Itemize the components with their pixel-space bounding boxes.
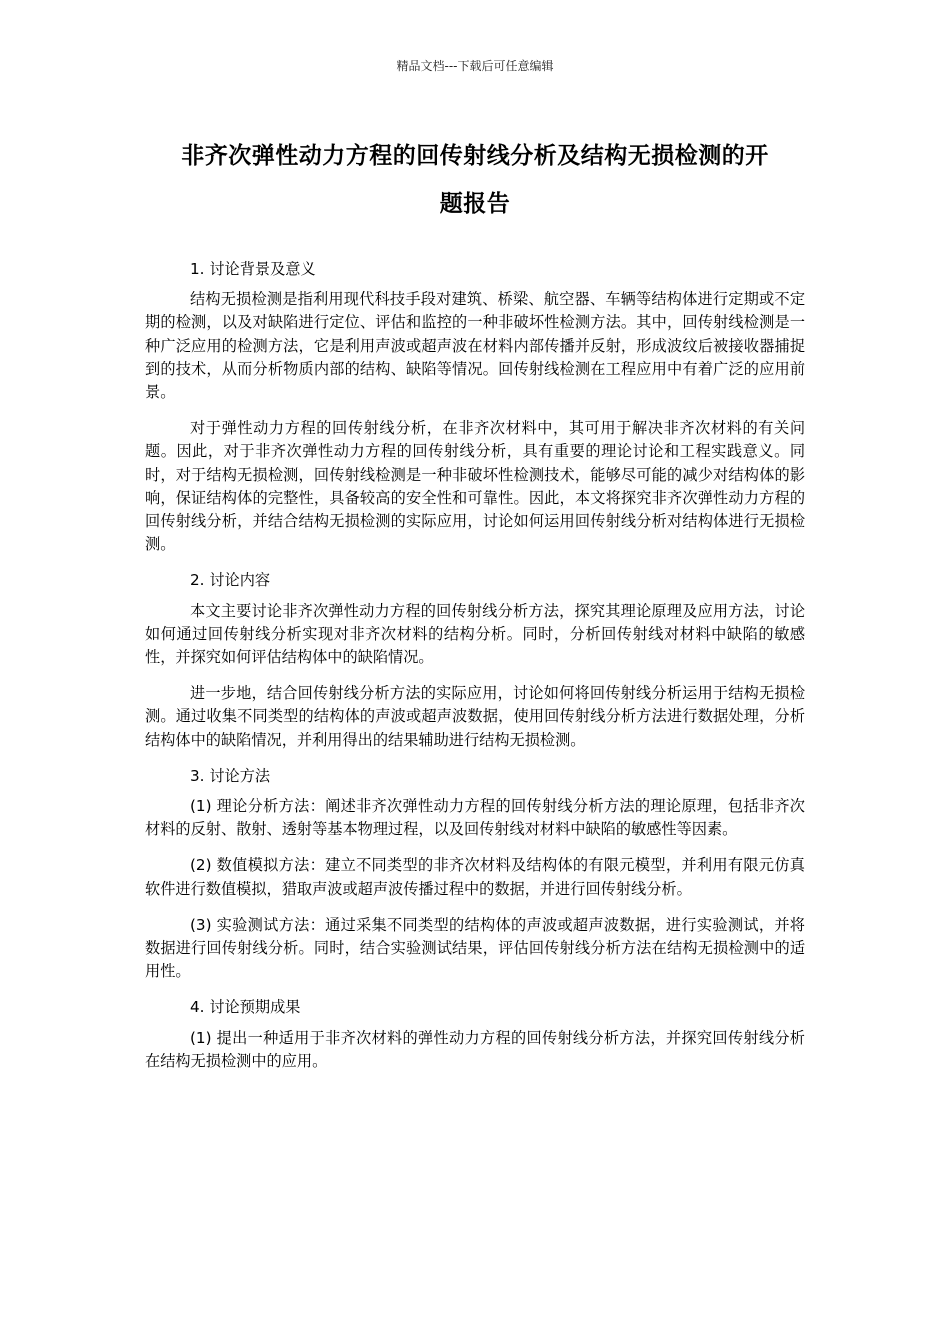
paragraph: 进一步地，结合回传射线分析方法的实际应用，讨论如何将回传射线分析运用于结构无损检测。通过收集不同类型的结构体的声波或超声波数据，使用回传射线分析方法进行数据处理，分析结构体中的缺陷情况，并利用得出的结果辅助进行结构无损检测。 (145, 684, 805, 749)
document-body (145, 256, 805, 1086)
paragraph: 对于弹性动力方程的回传射线分析，在非齐次材料中，其可用于解决非齐次材料的有关问题。因此，对于非齐次弹性动力方程的回传射线分析，具有重要的理论讨论和工程实践意义。同时，对于结构无损检测，回传射线检测是一种非破坏性检测技术，能够尽可能的减少对结构体的影响，保证结构体的完整性，具备较高的安全性和可靠性。因此，本文将探究非齐次弹性动力方程的回传射线分析，并结合结构无损检测的实际应用，讨论如何运用回传射线分析对结构体进行无损检测。 (145, 419, 805, 554)
paragraph: 本文主要讨论非齐次弹性动力方程的回传射线分析方法，探究其理论原理及应用方法，讨论如何通过回传射线分析实现对非齐次材料的结构分析。同时，分析回传射线对材料中缺陷的敏感性，并探究如何评估结构体中的缺陷情况。 (145, 601, 805, 667)
document-title (145, 132, 805, 228)
section-heading-2: 2. 讨论内容 (190, 571, 271, 590)
section-heading-1: 1. 讨论背景及意义 (190, 260, 316, 278)
title-line-1: 非齐次弹性动力方程的回传射线分析及结构无损检测的开 (181, 143, 769, 169)
paragraph: (1) 提出一种适用于非齐次材料的弹性动力方程的回传射线分析方法，并探究回传射线分析在结构无损检测中的应用。 (145, 1028, 805, 1070)
paragraph: (1) 理论分析方法：阐述非齐次弹性动力方程的回传射线分析方法的理论原理，包括非齐次材料的反射、散射、透射等基本物理过程，以及回传射线对材料中缺陷的敏感性等因素。 (145, 797, 805, 839)
title-line-2: 题报告 (439, 191, 511, 217)
page-header: 精品文档---下载后可任意编辑 (396, 59, 554, 73)
section-heading-3: 3. 讨论方法 (190, 766, 271, 785)
section-heading-4: 4. 讨论预期成果 (190, 998, 301, 1017)
paragraph: (3) 实验测试方法：通过采集不同类型的结构体的声波或超声波数据，进行实验测试，并将数据进行回传射线分析。同时，结合实验测试结果，评估回传射线分析方法在结构无损检测中的适用性。 (145, 915, 805, 981)
paragraph: (2) 数值模拟方法：建立不同类型的非齐次材料及结构体的有限元模型，并利用有限元仿真软件进行数值模拟，猎取声波或超声波传播过程中的数据，并进行回传射线分析。 (145, 856, 805, 898)
paragraph: 结构无损检测是指利用现代科技手段对建筑、桥梁、航空器、车辆等结构体进行定期或不定期的检测，以及对缺陷进行定位、评估和监控的一种非破坏性检测方法。其中，回传射线检测是一种广泛应用的检测方法，它是利用声波或超声波在材料内部传播并反射，形成波纹后被接收器捕捉到的技术，从而分析物质内部的结构、缺陷等情况。回传射线检测在工程应用中有着广泛的应用前景。 (145, 290, 805, 402)
